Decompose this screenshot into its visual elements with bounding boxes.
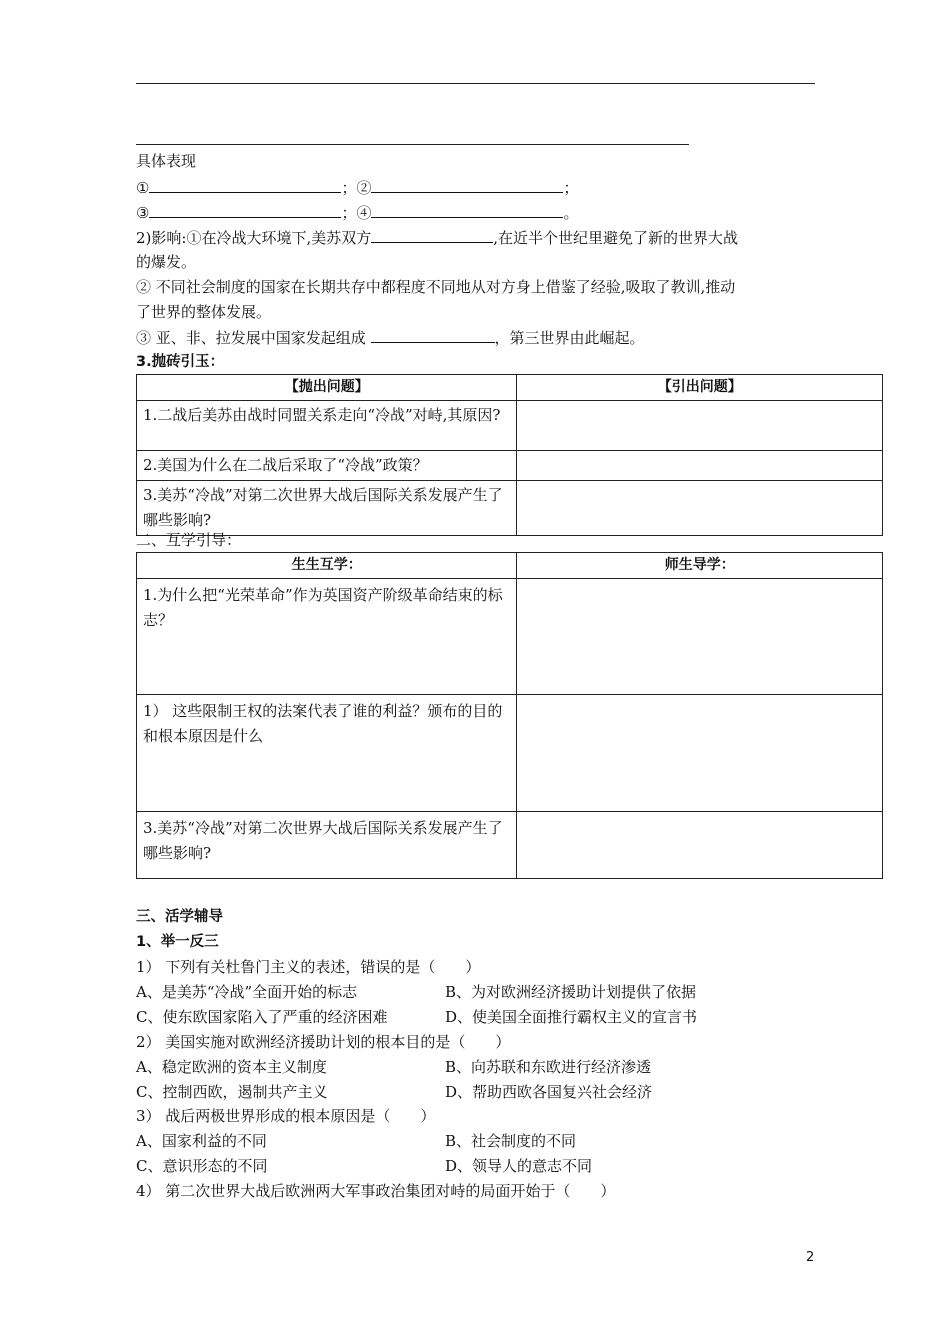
table-cell: 2.美国为什么在二战后采取了“冷战”政策？ xyxy=(137,451,517,481)
blank-3[interactable] xyxy=(149,202,341,218)
influence-line-2: 的爆发。 xyxy=(136,253,197,271)
table-row xyxy=(137,451,883,481)
table-row xyxy=(137,481,883,536)
table-header-row xyxy=(137,553,883,579)
answer-cell[interactable] xyxy=(517,401,883,451)
section-huoxue-title: 三、活学辅导 xyxy=(136,909,223,925)
section-huxue-title: 二、互学引导： xyxy=(136,531,242,549)
option-c[interactable]: C、意识形态的不同 xyxy=(136,1157,268,1175)
table-header: 生生互学： xyxy=(137,553,517,579)
option-c[interactable]: C、使东欧国家陷入了严重的经济困难 xyxy=(136,1008,388,1026)
section-huoxue-sub: 1、举一反三 xyxy=(136,934,219,950)
blank-6[interactable] xyxy=(371,327,495,343)
option-d[interactable]: D、帮助西欧各国复兴社会经济 xyxy=(445,1083,653,1101)
question-3: 3） 战后两极世界形成的根本原因是（ ） xyxy=(136,1107,436,1125)
influence-line-4: 了世界的整体发展。 xyxy=(136,303,272,321)
option-d[interactable]: D、使美国全面推行霸权主义的宣言书 xyxy=(445,1008,698,1026)
answer-cell[interactable] xyxy=(517,812,883,879)
question-2: 2） 美国实施对欧洲经济援助计划的根本目的是（ ） xyxy=(136,1033,511,1051)
table-cell: 1.二战后美苏由战时同盟关系走向“冷战”对峙,其原因? xyxy=(137,401,517,451)
table-cell: 3.美苏“冷战”对第二次世界大战后国际关系发展产生了哪些影响? xyxy=(137,481,517,536)
answer-cell[interactable] xyxy=(517,481,883,536)
blank-5[interactable] xyxy=(371,227,493,243)
table-row xyxy=(137,579,883,695)
option-a[interactable]: A、国家利益的不同 xyxy=(136,1132,267,1150)
question-4: 4） 第二次世界大战后欧洲两大军事政治集团对峙的局面开始于（ ） xyxy=(136,1182,616,1200)
question-table-1 xyxy=(136,374,883,536)
question-1: 1） 下列有关杜鲁门主义的表述，错误的是（ ） xyxy=(136,958,481,976)
option-d[interactable]: D、领导人的意志不同 xyxy=(445,1157,593,1175)
blank-4[interactable] xyxy=(371,202,563,218)
top-rule xyxy=(136,83,815,84)
table-header: 【引出问题】 xyxy=(517,375,883,401)
table-cell: 1.为什么把“光荣革命”作为英国资产阶级革命结束的标志？ xyxy=(137,579,517,695)
answer-cell[interactable] xyxy=(517,695,883,812)
blank-row-1: ① ；② ； xyxy=(136,179,579,197)
influence-line-5: ③ 亚、非、拉发展中国家发起组成 ，第三世界由此崛起。 xyxy=(136,329,645,347)
blank-2[interactable] xyxy=(371,177,563,193)
table-header-row xyxy=(137,375,883,401)
table-row xyxy=(137,695,883,812)
answer-line xyxy=(136,144,689,145)
influence-line-3: ② 不同社会制度的国家在长期共存中都程度不同地从对方身上借鉴了经验,吸取了教训,推动 xyxy=(136,278,736,296)
table-header: 【抛出问题】 xyxy=(137,375,517,401)
section-3-title: 3.抛砖引玉： xyxy=(136,354,225,370)
table-row xyxy=(137,401,883,451)
option-a[interactable]: A、是美苏“冷战”全面开始的标志 xyxy=(136,983,358,1001)
option-b[interactable]: B、为对欧洲经济援助计划提供了依据 xyxy=(445,983,697,1001)
option-b[interactable]: B、社会制度的不同 xyxy=(445,1132,577,1150)
table-cell: 1） 这些限制王权的法案代表了谁的利益？颁布的目的和根本原因是什么 xyxy=(137,695,517,812)
option-c[interactable]: C、控制西欧，遏制共产主义 xyxy=(136,1083,328,1101)
answer-cell[interactable] xyxy=(517,579,883,695)
blank-1[interactable] xyxy=(149,177,341,193)
table-row xyxy=(137,812,883,879)
option-b[interactable]: B、向苏联和东欧进行经济渗透 xyxy=(445,1058,652,1076)
table-cell: 3.美苏“冷战”对第二次世界大战后国际关系发展产生了哪些影响? xyxy=(137,812,517,879)
option-a[interactable]: A、稳定欧洲的资本主义制度 xyxy=(136,1058,327,1076)
question-table-2 xyxy=(136,552,883,879)
page-number: 2 xyxy=(806,1250,815,1265)
juti-label: 具体表现 xyxy=(136,152,197,170)
influence-line-1: 2)影响:①在冷战大环境下,美苏双方 ,在近半个世纪里避免了新的世界大战 xyxy=(136,229,739,247)
answer-cell[interactable] xyxy=(517,451,883,481)
table-header: 师生导学： xyxy=(517,553,883,579)
blank-row-2: ③ ；④ 。 xyxy=(136,204,579,222)
